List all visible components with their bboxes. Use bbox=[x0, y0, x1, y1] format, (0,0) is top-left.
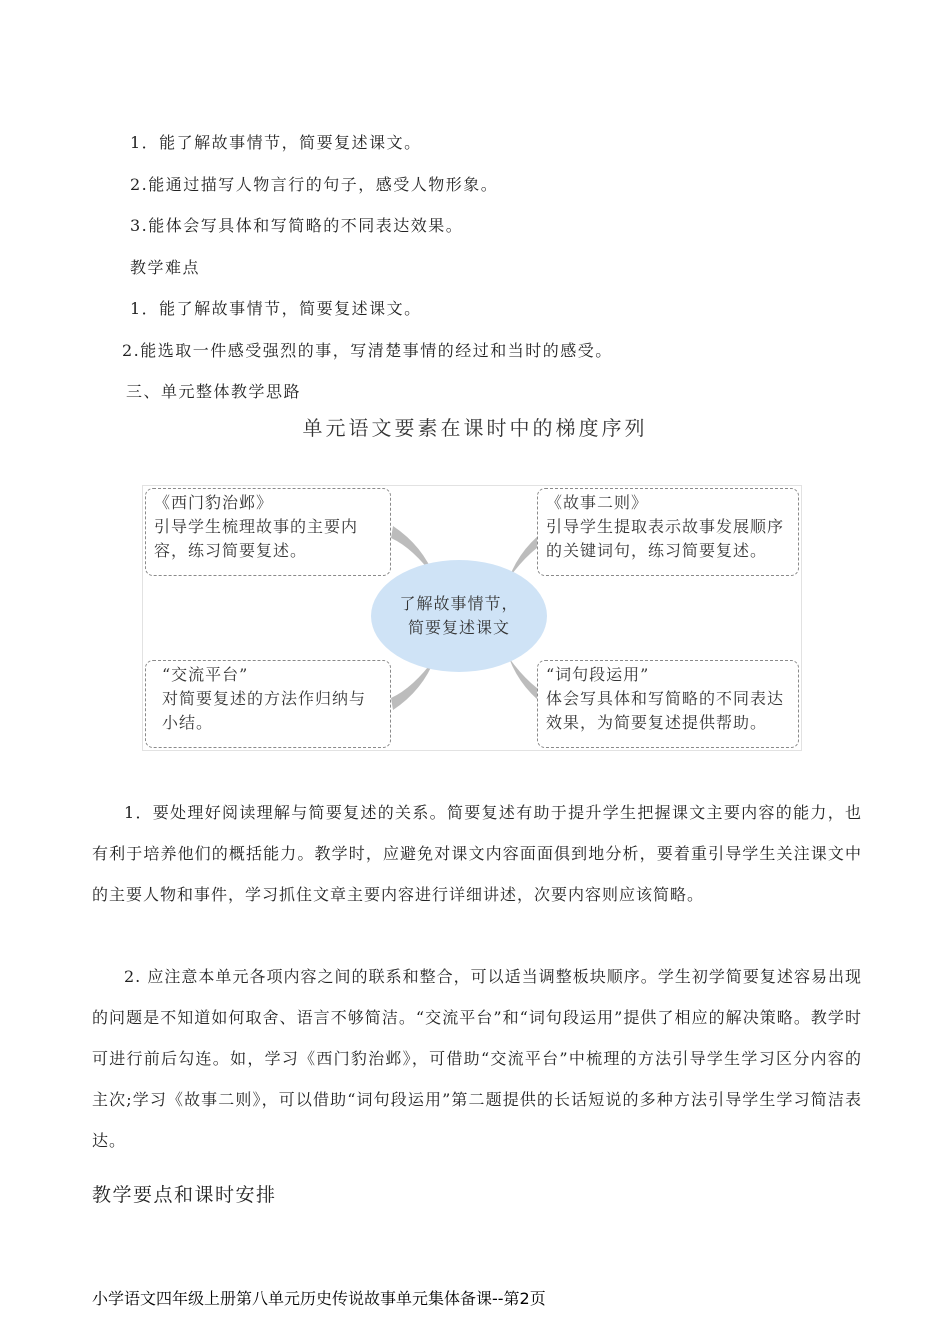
box-ximen-text: 引导学生梳理故事的主要内容，练习简要复述。 bbox=[154, 517, 359, 560]
box-gushi-text: 引导学生提取表示故事发展顺序的关键词句，练习简要复述。 bbox=[546, 517, 785, 560]
diagram-title: 单元语文要素在课时中的梯度序列 bbox=[302, 416, 648, 440]
objective-1: 1．能了解故事情节，简要复述课文。 bbox=[130, 133, 422, 152]
objective-3: 3.能体会写具体和写简略的不同表达效果。 bbox=[130, 216, 464, 235]
paragraph-2: 2. 应注意本单元各项内容之间的联系和整合，可以适当调整板块顺序。学生初学简要复述容易出现的问题是不知道如何取舍、语言不够简洁。“交流平台”和“词句段运用”提供了相应的解决策略。教学时可进行前后勾连。如，学习《西门豹治邺》，可借助“交流平台”中梳理的方法引导学生学习区分内容的主次;学习《故事二则》，可以借助“词句段运用”第二题提供的长话短说的多种方法引导学生学习简洁表达。 bbox=[92, 967, 862, 1150]
page-footer: 小学语文四年级上册第八单元历史传说故事单元集体备课--第2页 bbox=[92, 1289, 546, 1308]
box-gushi-title: 《故事二则》 bbox=[546, 493, 649, 512]
box-ximen bbox=[145, 488, 391, 576]
mind-map-diagram bbox=[142, 485, 802, 751]
center-line-2: 简要复述课文 bbox=[407, 618, 510, 637]
section-heading: 教学要点和课时安排 bbox=[92, 1184, 277, 1206]
box-ciju-text: 体会写具体和写简略的不同表达效果，为简要复述提供帮助。 bbox=[546, 689, 785, 732]
box-jiaoliu bbox=[145, 660, 391, 748]
section-3-heading: 三、单元整体教学思路 bbox=[126, 382, 302, 401]
difficulty-1: 1．能了解故事情节，简要复述课文。 bbox=[130, 299, 422, 318]
box-ximen-title: 《西门豹治邺》 bbox=[154, 493, 274, 512]
objective-2: 2.能通过描写人物言行的句子，感受人物形象。 bbox=[130, 175, 499, 194]
center-line-1: 了解故事情节， bbox=[399, 594, 519, 613]
difficulties-heading: 教学难点 bbox=[130, 258, 201, 277]
box-ciju bbox=[537, 660, 799, 748]
center-ellipse bbox=[371, 560, 547, 672]
box-gushi bbox=[537, 488, 799, 576]
box-jiaoliu-text: 对简要复述的方法作归纳与小结。 bbox=[162, 689, 367, 732]
box-ciju-title: “词句段运用” bbox=[546, 665, 650, 684]
paragraph-1: 1．要处理好阅读理解与简要复述的关系。简要复述有助于提升学生把握课文主要内容的能力，也有利于培养他们的概括能力。教学时，应避免对课文内容面面俱到地分析，要着重引导学生关注课文中的主要人物和事件，学习抓住文章主要内容进行详细讲述，次要内容则应该简略。 bbox=[92, 803, 862, 904]
box-jiaoliu-title: “交流平台” bbox=[162, 665, 249, 684]
difficulty-2: 2.能选取一件感受强烈的事，写清楚事情的经过和当时的感受。 bbox=[122, 341, 613, 360]
